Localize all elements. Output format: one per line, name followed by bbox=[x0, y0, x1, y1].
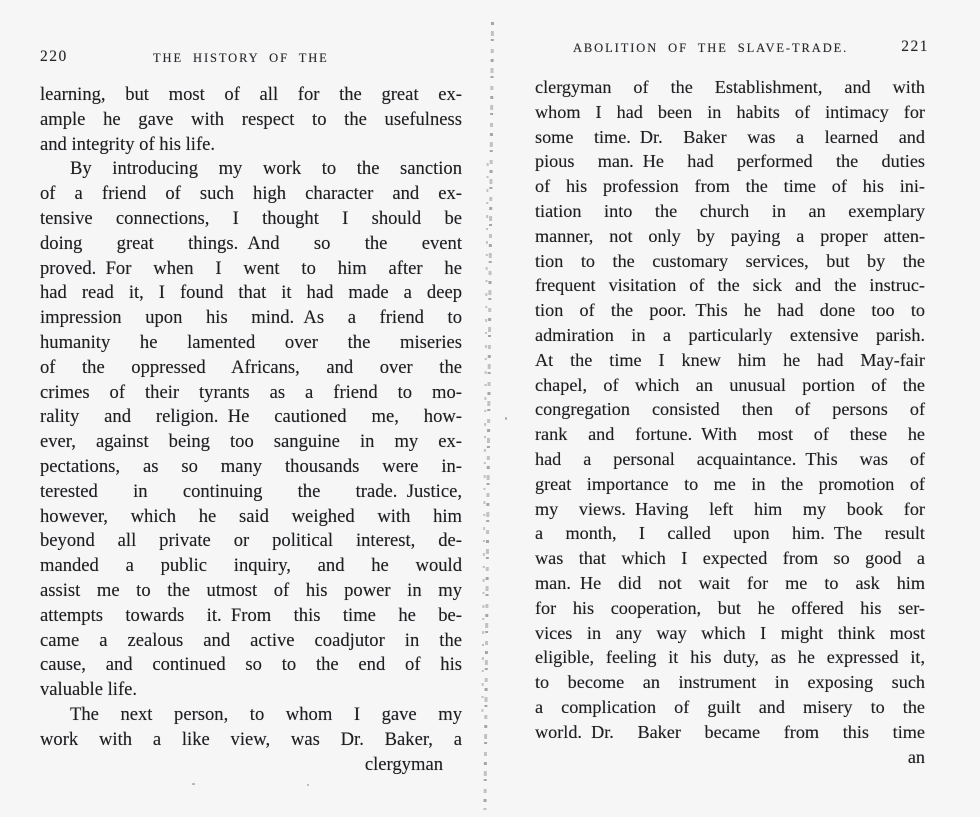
scan-speck bbox=[505, 417, 507, 420]
right-page-number: 221 bbox=[901, 38, 929, 55]
text-line: work with a like view, was Dr. Baker, a bbox=[40, 728, 462, 750]
text-line: my views. Having left him my book for bbox=[535, 498, 925, 519]
left-page bbox=[40, 48, 462, 775]
text-line: eligible, feeling it his duty, as he expressed it, bbox=[535, 647, 925, 668]
left-running-title: THE HISTORY OF THE bbox=[153, 51, 329, 65]
text-line: of a friend of such high character and ex- bbox=[40, 183, 462, 205]
text-line: At the time I knew him he had May-fair bbox=[535, 349, 925, 370]
text-line: tensive connections, I thought I should be bbox=[40, 207, 462, 229]
text-line: vices in any way which I might think most bbox=[535, 622, 925, 643]
text-line: humanity he lamented over the miseries bbox=[40, 331, 462, 353]
text-line: had read it, I found that it had made a deep bbox=[40, 282, 462, 304]
text-line: attempts towards it. From this time he be- bbox=[40, 604, 462, 626]
text-line: manded a public inquiry, and he would bbox=[40, 555, 462, 577]
text-line: had a personal acquaintance. This was of bbox=[535, 448, 925, 469]
right-page-header bbox=[535, 38, 929, 57]
text-line: cause, and continued so to the end of his bbox=[40, 654, 462, 676]
text-line: pious man. He had performed the duties bbox=[535, 151, 925, 172]
text-line: tion to the customary services, but by the bbox=[535, 250, 925, 271]
text-line: crimes of their tyrants as a friend to mo- bbox=[40, 381, 462, 403]
text-line: of the oppressed Africans, and over the bbox=[40, 356, 462, 378]
right-running-title: ABOLITION OF THE SLAVE-TRADE. bbox=[573, 41, 849, 55]
left-page-header bbox=[40, 50, 462, 67]
text-line: learning, but most of all for the great ex- bbox=[40, 84, 462, 105]
text-line: world. Dr. Baker became from this time bbox=[535, 721, 925, 742]
text-line: great importance to me in the promotion of bbox=[535, 473, 925, 494]
text-line: impression upon his mind. As a friend to bbox=[40, 307, 462, 329]
text-line: assist me to the utmost of his power in my bbox=[40, 579, 462, 601]
catchword-line: an bbox=[907, 746, 925, 767]
text-line: doing great things. And so the event bbox=[40, 232, 462, 254]
text-line: some time. Dr. Baker was a learned and bbox=[535, 126, 925, 147]
scan-speck bbox=[192, 783, 195, 785]
text-line: and integrity of his life. bbox=[40, 133, 216, 155]
gutter-binding-shadow bbox=[480, 22, 497, 810]
text-line: congregation consisted then of persons of bbox=[535, 399, 925, 420]
text-line: beyond all private or political interest, de- bbox=[40, 530, 462, 552]
text-line: proved. For when I went to him after he bbox=[40, 257, 462, 279]
catchword-line: clergyman bbox=[364, 753, 443, 775]
scan-speck bbox=[307, 784, 309, 786]
text-line: valuable life. bbox=[40, 679, 138, 701]
text-line: tion of the poor. This he had done too to bbox=[535, 300, 925, 321]
left-text-column bbox=[40, 83, 462, 777]
text-line: clergyman of the Establishment, and with bbox=[535, 77, 925, 97]
right-page bbox=[535, 38, 929, 767]
text-line: The next person, to whom I gave my bbox=[70, 703, 462, 725]
text-line: a complication of guilt and misery to the bbox=[535, 696, 925, 717]
left-page-number: 220 bbox=[40, 48, 68, 65]
right-text-column bbox=[535, 75, 925, 769]
text-line: to become an instrument in exposing such bbox=[535, 672, 925, 693]
text-line: a month, I called upon him. The result bbox=[535, 523, 925, 544]
text-line: tiation into the church in an exemplary bbox=[535, 200, 925, 221]
text-line: was that which I expected from so good a bbox=[535, 548, 925, 569]
text-line: frequent visitation of the sick and the instruc- bbox=[535, 275, 925, 296]
text-line: came a zealous and active coadjutor in the bbox=[40, 629, 462, 651]
text-line: of his profession from the time of his ini- bbox=[535, 176, 925, 197]
text-line: ample he gave with respect to the usefulness bbox=[40, 108, 462, 130]
text-line: terested in continuing the trade. Justice, bbox=[40, 480, 462, 502]
text-line: however, which he said weighed with him bbox=[40, 505, 462, 527]
text-line: for his cooperation, but he offered his ser- bbox=[535, 597, 925, 618]
text-line: pectations, as so many thousands were in- bbox=[40, 455, 462, 477]
text-line: whom I had been in habits of intimacy for bbox=[535, 101, 925, 122]
text-line: chapel, of which an unusual portion of the bbox=[535, 374, 925, 395]
text-line: rank and fortune. With most of these he bbox=[535, 424, 925, 445]
text-line: By introducing my work to the sanction bbox=[70, 158, 462, 180]
text-line: admiration in a particularly extensive parish. bbox=[535, 324, 925, 345]
text-line: ever, against being too sanguine in my ex- bbox=[40, 431, 462, 453]
text-line: manner, not only by paying a proper atten- bbox=[535, 225, 925, 246]
text-line: rality and religion. He cautioned me, how- bbox=[40, 406, 462, 428]
text-line: man. He did not wait for me to ask him bbox=[535, 572, 925, 593]
